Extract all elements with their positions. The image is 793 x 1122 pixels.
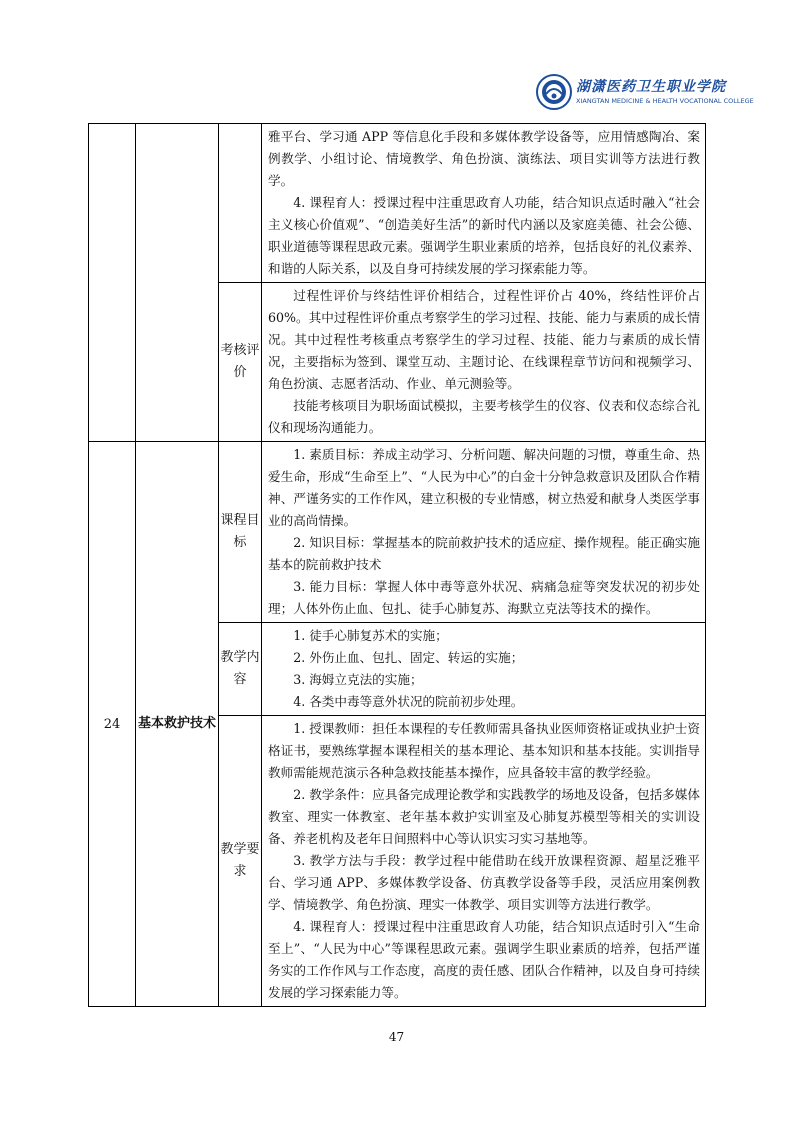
logo-english-name: XIANGTAN MEDICINE & HEALTH VOCATIONAL COLLEGE [576,97,754,105]
page-number: 47 [388,1030,405,1044]
requirement-item: 4. 课程育人：授课过程中注重思政育人功能，结合知识点适时引入“生命至上”、“人民为中心”等课程思政元素。强调学生职业素质的培养，包括严谨务实的工作作风与工作态度，高度的责任感、团队合作精神，以及自身可持续发展的学习探索能力等。 [268,919,700,1000]
college-logo [536,72,754,116]
goal-item: 2. 知识目标：掌握基本的院前救护技术的适应症、操作规程。能正确实施基本的院前救护技术 [268,535,700,572]
curriculum-table [88,123,706,1007]
requirements-label: 教学要求 [219,716,262,1007]
goal-item: 1. 素质目标：养成主动学习、分析问题、解决问题的习惯，尊重生命、热爱生命，形成“生命至上”、“人民为中心”的白金十分钟急救意识及团队合作精神、严谨务实的工作作风，建立积极的专业情感，树立热爱和献身人类医学事业的高尚情操。 [268,447,700,528]
content-item: 1. 徒手心肺复苏术的实施； [293,628,448,643]
course-number-cell [89,124,136,442]
ideology-text: 4. 课程育人：授课过程中注重思政育人功能，结合知识点适时融入“社会主义核心价值观”、“创造美好生活”的新时代内涵以及家庭美德、社会公德、职业道德等课程思政元素。强调学生职业素质的培养，包括良好的礼仪素养、和谐的人际关系，以及自身可持续发展的学习探索能力等。 [268,195,700,276]
content-item: 2. 外伤止血、包扎、固定、转运的实施； [293,650,524,665]
logo-chinese-name: 湖潇医药卫生职业学院 [576,79,726,95]
course-name-cell [136,124,219,442]
assessment-text: 技能考核项目为职场面试模拟，主要考核学生的仪容、仪表和仪态综合礼仪和现场沟通能力。 [268,398,700,435]
content-item: 3. 海姆立克法的实施； [293,672,423,687]
content-cell [262,623,706,716]
requirement-item: 2. 教学条件：应具备完成理论教学和实践教学的场地及设备，包括多媒体教室、理实一体教室、老年基本救护实训室及心肺复苏模型等相关的实训设备、养老机构及老年日间照料中心等认识实习实习基地等。 [268,787,700,846]
table-row [89,442,706,623]
assessment-cell [262,283,706,442]
course-number: 24 [89,442,136,1007]
requirement-item: 3. 教学方法与手段：教学过程中能借助在线开放课程资源、超星泛雅平台、学习通 APP、多媒体教学设备、仿真教学设备等手段，灵活应用案例教学、情境教学、角色扮演、理实一体教学、项目实训等方法进行教学。 [268,853,700,912]
requirement-item: 1. 授课教师：担任本课程的专任教师需具备执业医师资格证或执业护士资格证书，要熟练掌握本课程相关的基本理论、基本知识和基本技能。实训指导教师需能规范演示各种急救技能基本操作，应具备较丰富的教学经验。 [268,721,700,780]
assessment-label: 考核评价 [219,283,262,442]
table-row [89,124,706,283]
teaching-requirements-cell [262,124,706,283]
requirements-cell [262,716,706,1007]
content-label: 教学内容 [219,623,262,716]
goal-item: 3. 能力目标：掌握人体中毒等意外状况、病痛急症等突发状况的初步处理；人体外伤止血、包扎、徒手心肺复苏、海默立克法等技术的操作。 [268,579,700,616]
teaching-methods-text: 雅平台、学习通 APP 等信息化手段和多媒体教学设备等，应用情感陶冶、案例教学、小组讨论、情境教学、角色扮演、演练法、项目实训等方法进行教学。 [268,129,700,188]
assessment-text: 过程性评价与终结性评价相结合，过程性评价占 40%，终结性评价占 60%。其中过程性评价重点考察学生的学习过程、技能、能力与素质的成长情况。其中过程性考核重点考察学生的学习过程、技能、能力与素质的成长情况，主要指标为签到、课堂互动、主题讨论、在线课程章节访问和视频学习、角色扮演、志愿者活动、作业、单元测验等。 [268,288,700,391]
section-label-cell [219,124,262,283]
goals-cell [262,442,706,623]
course-name: 基本救护技术 [136,442,219,1007]
content-item: 4. 各类中毒等意外状况的院前初步处理。 [293,694,524,709]
college-emblem-icon [536,74,572,110]
goals-label: 课程目标 [219,442,262,623]
